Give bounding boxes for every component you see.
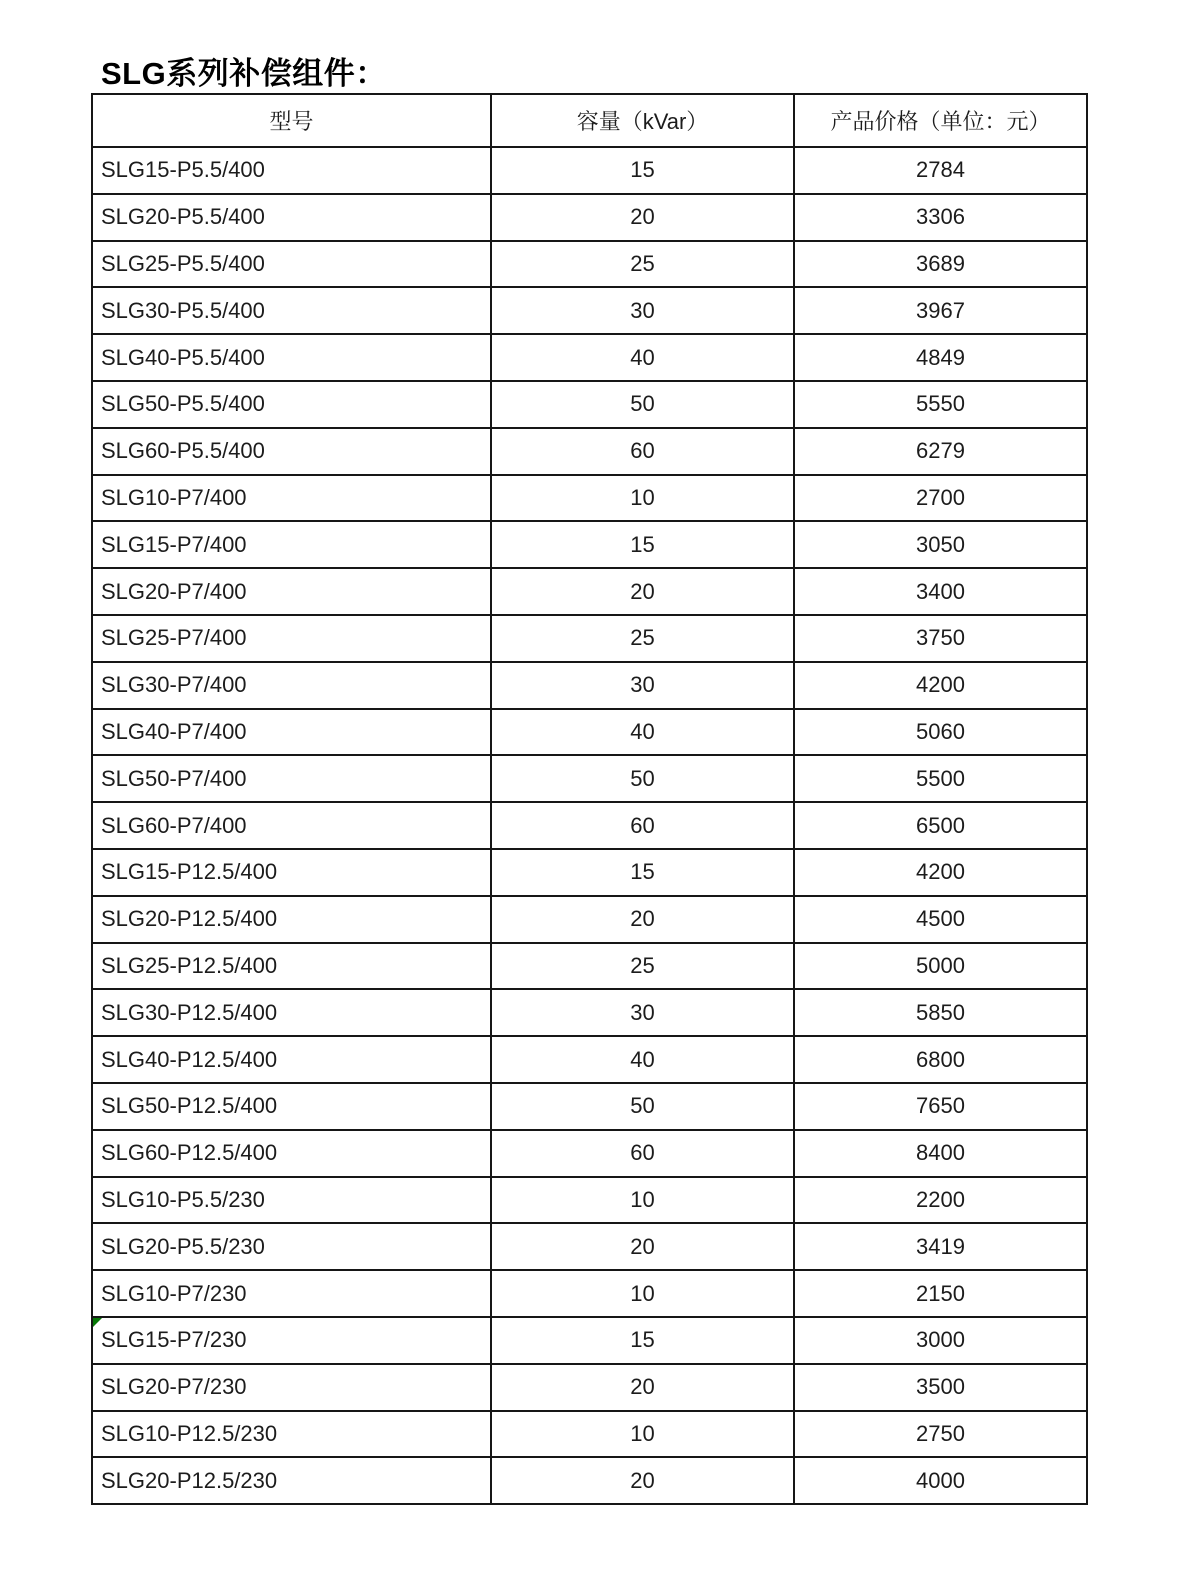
price-cell: 5850	[794, 989, 1087, 1036]
column-header-model: 型号	[92, 94, 491, 147]
table-row	[92, 662, 1087, 709]
model-cell: SLG20-P5.5/400	[92, 194, 491, 241]
table-row	[92, 1364, 1087, 1411]
table-row	[92, 1036, 1087, 1083]
capacity-cell: 15	[491, 147, 794, 194]
price-cell: 3000	[794, 1317, 1087, 1364]
price-cell: 6500	[794, 802, 1087, 849]
capacity-cell: 25	[491, 615, 794, 662]
capacity-cell: 60	[491, 802, 794, 849]
model-cell: SLG10-P5.5/230	[92, 1177, 491, 1224]
table-row	[92, 989, 1087, 1036]
price-cell: 4849	[794, 334, 1087, 381]
price-cell: 3967	[794, 287, 1087, 334]
price-table	[91, 93, 1088, 1505]
capacity-cell: 50	[491, 755, 794, 802]
capacity-cell: 50	[491, 1083, 794, 1130]
model-cell: SLG20-P12.5/230	[92, 1457, 491, 1504]
model-cell: SLG10-P7/230	[92, 1270, 491, 1317]
model-cell: SLG50-P12.5/400	[92, 1083, 491, 1130]
model-cell: SLG10-P7/400	[92, 475, 491, 522]
capacity-cell: 20	[491, 194, 794, 241]
model-cell: SLG30-P12.5/400	[92, 989, 491, 1036]
price-cell: 6800	[794, 1036, 1087, 1083]
capacity-cell: 25	[491, 943, 794, 990]
model-cell: SLG60-P12.5/400	[92, 1130, 491, 1177]
price-cell: 3050	[794, 521, 1087, 568]
capacity-cell: 10	[491, 1177, 794, 1224]
model-cell: SLG15-P7/230	[92, 1317, 491, 1364]
table-row	[92, 147, 1087, 194]
model-cell: SLG25-P5.5/400	[92, 241, 491, 288]
page-title: SLG系列补偿组件：	[101, 56, 387, 91]
green-corner-marker	[93, 1318, 102, 1327]
capacity-cell: 40	[491, 1036, 794, 1083]
table-row	[92, 1457, 1087, 1504]
table-body	[92, 147, 1087, 1504]
model-cell: SLG40-P7/400	[92, 709, 491, 756]
capacity-cell: 20	[491, 1457, 794, 1504]
table-row	[92, 381, 1087, 428]
model-cell: SLG25-P7/400	[92, 615, 491, 662]
price-cell: 5550	[794, 381, 1087, 428]
table-row	[92, 896, 1087, 943]
capacity-cell: 30	[491, 287, 794, 334]
table-header-row	[92, 94, 1087, 147]
price-cell: 2750	[794, 1411, 1087, 1458]
price-cell: 2784	[794, 147, 1087, 194]
price-cell: 6279	[794, 428, 1087, 475]
price-cell: 3689	[794, 241, 1087, 288]
model-cell: SLG20-P7/400	[92, 568, 491, 615]
table-row	[92, 1411, 1087, 1458]
table-row	[92, 755, 1087, 802]
capacity-cell: 60	[491, 1130, 794, 1177]
model-cell: SLG30-P5.5/400	[92, 287, 491, 334]
column-header-capacity: 容量（kVar）	[491, 94, 794, 147]
price-cell: 5060	[794, 709, 1087, 756]
table-row	[92, 709, 1087, 756]
capacity-cell: 30	[491, 662, 794, 709]
table-row	[92, 1083, 1087, 1130]
price-cell: 4200	[794, 849, 1087, 896]
model-cell: SLG20-P12.5/400	[92, 896, 491, 943]
table-row	[92, 615, 1087, 662]
model-cell: SLG30-P7/400	[92, 662, 491, 709]
price-cell: 8400	[794, 1130, 1087, 1177]
model-cell: SLG25-P12.5/400	[92, 943, 491, 990]
model-cell: SLG15-P7/400	[92, 521, 491, 568]
capacity-cell: 15	[491, 521, 794, 568]
model-cell: SLG60-P5.5/400	[92, 428, 491, 475]
table-row	[92, 802, 1087, 849]
capacity-cell: 10	[491, 475, 794, 522]
model-cell: SLG20-P7/230	[92, 1364, 491, 1411]
model-cell: SLG10-P12.5/230	[92, 1411, 491, 1458]
price-cell: 4000	[794, 1457, 1087, 1504]
table-row	[92, 334, 1087, 381]
table-row	[92, 849, 1087, 896]
price-cell: 5000	[794, 943, 1087, 990]
capacity-cell: 25	[491, 241, 794, 288]
price-cell: 3306	[794, 194, 1087, 241]
capacity-cell: 10	[491, 1411, 794, 1458]
capacity-cell: 15	[491, 849, 794, 896]
price-cell: 5500	[794, 755, 1087, 802]
table-row	[92, 943, 1087, 990]
capacity-cell: 40	[491, 334, 794, 381]
table-row	[92, 1270, 1087, 1317]
model-cell: SLG50-P5.5/400	[92, 381, 491, 428]
table-row	[92, 194, 1087, 241]
capacity-cell: 30	[491, 989, 794, 1036]
column-header-price: 产品价格（单位：元）	[794, 94, 1087, 147]
model-cell: SLG15-P12.5/400	[92, 849, 491, 896]
capacity-cell: 50	[491, 381, 794, 428]
table-row	[92, 568, 1087, 615]
price-cell: 7650	[794, 1083, 1087, 1130]
model-cell: SLG60-P7/400	[92, 802, 491, 849]
price-cell: 4200	[794, 662, 1087, 709]
table-row	[92, 475, 1087, 522]
price-cell: 3500	[794, 1364, 1087, 1411]
capacity-cell: 20	[491, 1364, 794, 1411]
capacity-cell: 60	[491, 428, 794, 475]
model-cell: SLG15-P5.5/400	[92, 147, 491, 194]
price-cell: 2200	[794, 1177, 1087, 1224]
table-row	[92, 241, 1087, 288]
model-cell: SLG50-P7/400	[92, 755, 491, 802]
price-cell: 2700	[794, 475, 1087, 522]
capacity-cell: 20	[491, 896, 794, 943]
capacity-cell: 15	[491, 1317, 794, 1364]
table-row	[92, 521, 1087, 568]
table-row	[92, 1130, 1087, 1177]
model-cell: SLG40-P5.5/400	[92, 334, 491, 381]
price-cell: 3400	[794, 568, 1087, 615]
model-cell: SLG40-P12.5/400	[92, 1036, 491, 1083]
capacity-cell: 10	[491, 1270, 794, 1317]
price-cell: 3750	[794, 615, 1087, 662]
table-row	[92, 1223, 1087, 1270]
table-row	[92, 1317, 1087, 1364]
table-row	[92, 287, 1087, 334]
price-cell: 2150	[794, 1270, 1087, 1317]
price-cell: 3419	[794, 1223, 1087, 1270]
capacity-cell: 20	[491, 1223, 794, 1270]
table-row	[92, 1177, 1087, 1224]
capacity-cell: 40	[491, 709, 794, 756]
capacity-cell: 20	[491, 568, 794, 615]
model-cell: SLG20-P5.5/230	[92, 1223, 491, 1270]
table-row	[92, 428, 1087, 475]
price-cell: 4500	[794, 896, 1087, 943]
